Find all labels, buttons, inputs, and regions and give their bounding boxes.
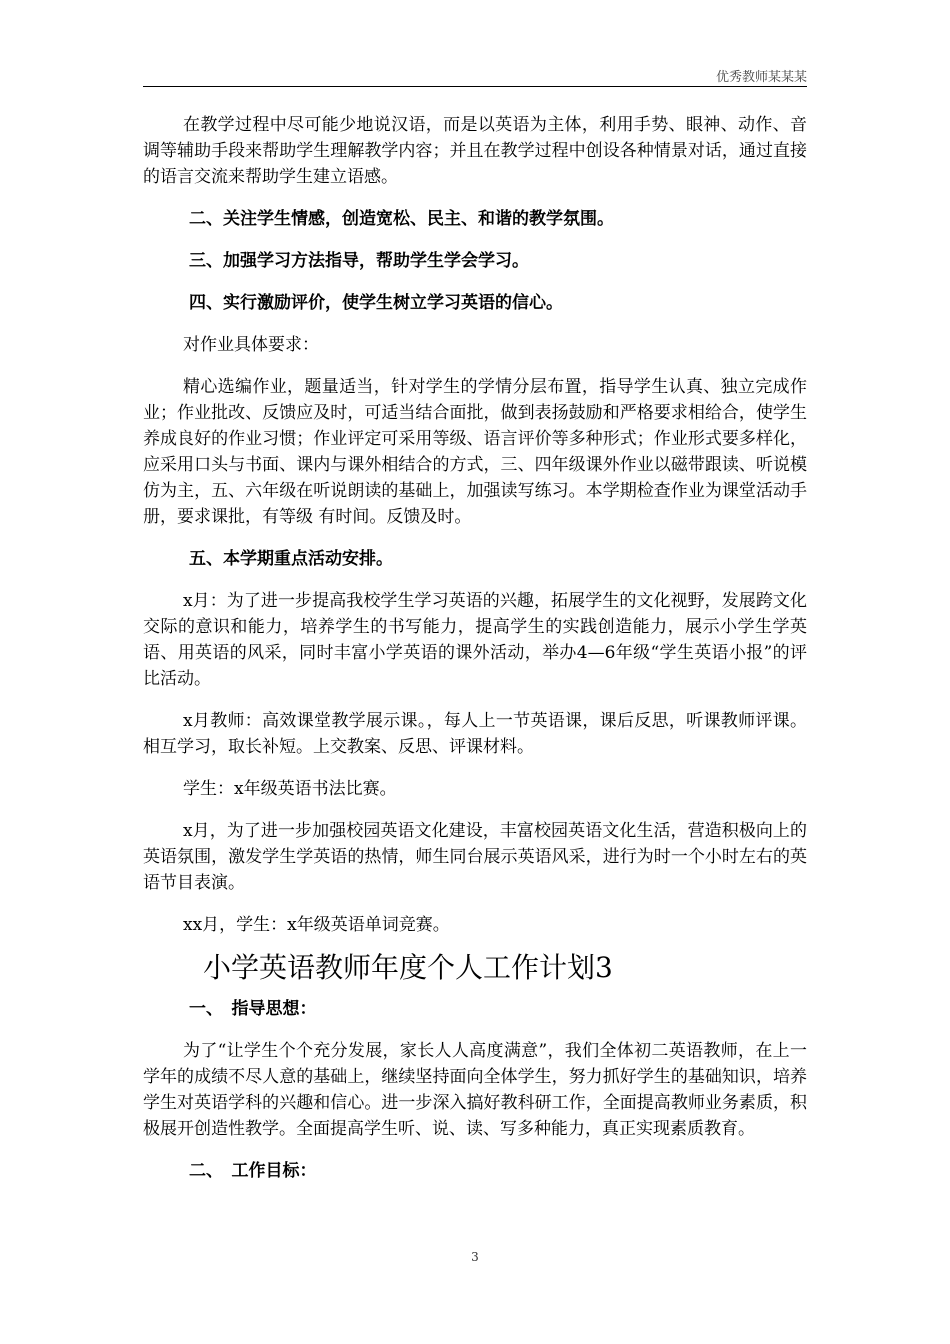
heading-key-activities: 五、本学期重点活动安排。 [189,549,393,569]
paragraph-activity-calligraphy: 学生：x年级英语书法比赛。 [183,779,397,799]
heading-guiding-ideology: 一、 指导思想： [189,999,317,1019]
heading-work-goals: 二、 工作目标： [189,1161,317,1181]
document-body [143,112,807,1184]
heading-incentive-evaluation: 四、实行激励评价，使学生树立学习英语的信心。 [189,293,563,313]
paragraph-guiding-ideology: 为了“让学生个个充分发展，家长人人高度满意”，我们全体初二英语教师，在上一学年的成绩不尽人意的基础上，继续坚持面向全体学生，努力抓好学生的基础知识，培养学生对英语学科的兴趣和信心。进一步深入搞好教科研工作，全面提高教师业务素质，积极展开创造性教学。全面提高学生听、说、读、写多种能力，真正实现素质教育。 [143,1041,807,1139]
paragraph-homework-requirements: 对作业具体要求： [183,335,319,355]
paragraph-activity-demo-class: x月教师：高效课堂教学展示课。，每人上一节英语课，课后反思，听课教师评课。相互学习，取长补短。上交教案、反思、评课材料。 [143,711,807,757]
section-title: 小学英语教师年度个人工作计划3 [203,951,613,984]
header-author: 优秀教师某某某 [715,70,807,85]
paragraph-activity-newspaper: x月：为了进一步提高我校学生学习英语的兴趣，拓展学生的文化视野，发展跨文化交际的意识和能力，培养学生的书写能力，提高学生的实践创造能力，展示小学生学英语、用英语的风采，同时丰富小学英语的课外活动，举办4—6年级“学生英语小报”的评比活动。 [143,591,807,689]
paragraph-activity-performance: x月，为了进一步加强校园英语文化建设，丰富校园英语文化生活，营造积极向上的英语氛围，激发学生学英语的热情，师生同台展示英语风采，进行为时一个小时左右的英语节目表演。 [143,821,807,893]
paragraph-teaching-process: 在教学过程中尽可能少地说汉语，而是以英语为主体，利用手势、眼神、动作、音调等辅助手段来帮助学生理解教学内容；并且在教学过程中创设各种情景对话，通过直接的语言交流来帮助学生建立语感。 [143,115,807,187]
heading-learning-method: 三、加强学习方法指导，帮助学生学会学习。 [189,251,529,271]
page-number: 3 [471,1250,479,1264]
heading-student-emotion: 二、关注学生情感，创造宽松、民主、和谐的教学氛围。 [189,209,614,229]
page-header [143,62,807,87]
paragraph-homework-details: 精心选编作业，题量适当，针对学生的学情分层布置，指导学生认真、独立完成作业；作业批改、反馈应及时，可适当结合面批，做到表扬鼓励和严格要求相给合，使学生养成良好的作业习惯；作业评定可采用等级、语言评价等多种形式；作业形式要多样化，应采用口头与书面、课内与课外相结合的方式，三、四年级课外作业以磁带跟读、听说模仿为主，五、六年级在听说朗读的基础上，加强读写练习。本学期检查作业为课堂活动手册，要求课批，有等级 有时间。反馈及时。 [143,377,807,527]
paragraph-activity-word-contest: xx月，学生：x年级英语单词竞赛。 [183,915,450,935]
